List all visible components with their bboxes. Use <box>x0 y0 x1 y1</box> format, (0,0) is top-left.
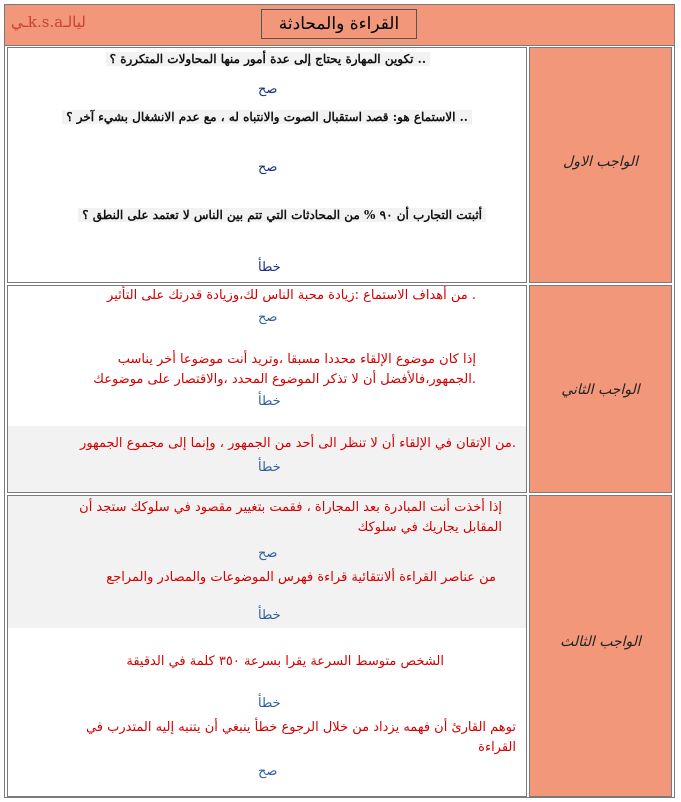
answer: خطأ <box>258 394 281 409</box>
answer: خطأ <box>258 260 281 275</box>
section-3-label-cell <box>529 495 672 797</box>
question: . من أهداف الاستماع :زيادة محبة الناس لك،وزيادة قدرتك على التأثير <box>107 288 476 303</box>
question: .. تكوين المهارة يحتاج إلى عدة أمور منها المحاولات المتكررة ؟ <box>106 52 430 66</box>
section-2-label-cell <box>529 285 672 493</box>
answer: صح <box>258 310 278 325</box>
question: أثبتت التجارب أن ٩٠ % من المحادثات التي تتم بين الناس لا تعتمد على النطق ؟ <box>78 208 486 222</box>
section-1-content <box>7 47 527 283</box>
header-band <box>5 5 674 46</box>
section-3-content <box>7 495 527 797</box>
section-1-label-cell <box>529 47 672 283</box>
section-label: الواجب الثالث <box>560 634 641 650</box>
answer: صح <box>258 764 278 779</box>
section-label: الواجب الثاني <box>561 382 640 398</box>
answer: صح <box>258 82 278 97</box>
question: .من الإتقان في الإلقاء أن لا تنظر الى أحد من الجمهور ، وإنما إلى مجموع الجمهور <box>80 436 516 451</box>
question-line: إذا كان موضوع الإلقاء محددا مسبقا ،وتريد أنت موضوعا أخر يناسب <box>117 352 476 367</box>
question-line: توهم القارئ أن فهمه يزداد من خلال الرجوع خطأ ينبغي أن يتنبه إليه المتدرب في <box>85 720 516 735</box>
question-line: إذا أخذت أنت المبادرة بعد المجاراة ، فقمت بتغيير مقصود في سلوكك ستجد أن <box>79 500 502 515</box>
question-line: المقابل يجاريك في سلوكك <box>357 520 502 535</box>
question: الشخص متوسط السرعة يقرا بسرعة ٣٥٠ كلمة في الدقيقة <box>126 654 444 669</box>
watermark: ليالـk.s.aـي <box>11 13 86 31</box>
answer: صح <box>258 546 278 561</box>
question-line: القراءة <box>478 740 516 755</box>
section-label: الواجب الاول <box>563 154 638 170</box>
answer: خطأ <box>258 460 281 475</box>
section-2-content <box>7 285 527 493</box>
worksheet <box>4 4 675 798</box>
answer: خطأ <box>258 696 281 711</box>
page-title: القراءة والمحادثة <box>261 9 417 39</box>
question-line: .الجمهور،فالأفضل أن لا تذكر الموضوع المحدد ،والاقتصار على موضوعك <box>93 372 476 387</box>
question: من عناصر القراءة ألانتقائية قراءة فهرس الموضوعات والمصادر والمراجع <box>106 570 496 585</box>
answer: خطأ <box>258 608 281 623</box>
answer: صح <box>258 160 278 175</box>
question: .. الاستماع هو: قصد استقبال الصوت والانتباه له ، مع عدم الانشغال بشيء آخر ؟ <box>62 110 472 124</box>
